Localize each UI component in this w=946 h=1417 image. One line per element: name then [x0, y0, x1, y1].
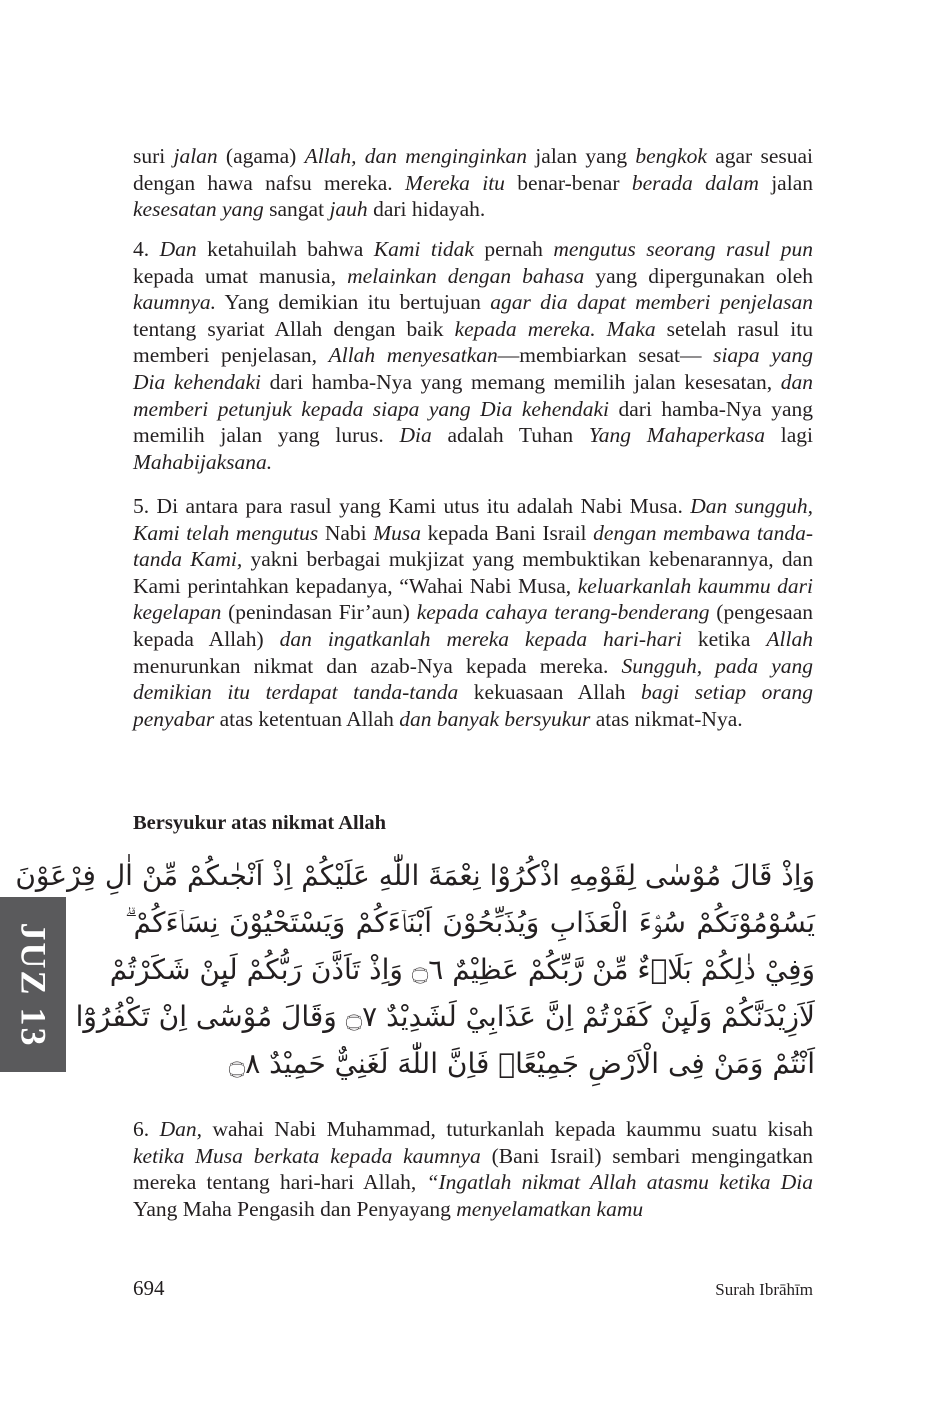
italic-run: Dan sungguh, Kami telah mengutus: [133, 494, 813, 545]
text-run: atas nikmat-Nya.: [590, 706, 743, 731]
paragraph-text: [133, 493, 813, 732]
text-run: Yang Maha Pengasih dan Penyayang: [133, 1196, 457, 1221]
italic-run: Yang Mahaperkasa: [588, 423, 766, 448]
italic-run: ketika Musa berkata kepada kaumnya: [133, 1143, 481, 1168]
text-run: dari hamba-Nya yang memilih jalan yang lurus.: [133, 396, 813, 448]
text-run: Yang demikian itu bertujuan: [216, 290, 491, 315]
italic-run: siapa yang Dia kehendaki: [133, 343, 813, 394]
text-run: 4.: [133, 237, 160, 261]
italic-run: kepada cahaya terang-benderang: [416, 600, 710, 625]
arabic-line: وَفِيْ ذٰلِكُمْ بَلَاۤءٌ مِّنْ رَّبِّكُمْ عَظِيْمٌ ۝٦ وَاِذْ تَاَذَّنَ رَبُّكُمْ لَىِٕنْ شَكَرْتُمْ: [109, 953, 815, 986]
text-run: 5. Di antara para rasul yang Kami utus itu adalah Nabi Musa.: [133, 494, 691, 518]
arabic-line: وَاِذْ قَالَ مُوْسٰى لِقَوْمِهِ اذْكُرُوْا نِعْمَةَ اللّٰهِ عَلَيْكُمْ اِذْ اَنْجٰىكُمْ مِّنْ اٰلِ فِرْعَوْنَ: [15, 859, 815, 892]
text-run: sangat: [263, 197, 330, 222]
italic-run: berada dalam: [631, 170, 759, 195]
paragraph-text: [133, 143, 813, 223]
text-run: suri: [133, 144, 174, 168]
italic-run: melainkan dengan bahasa: [347, 263, 585, 288]
text-run: jalan yang: [527, 144, 636, 168]
text-run: (agama): [217, 144, 305, 168]
text-run: dari hamba-Nya yang memang memilih jalan kesesatan,: [261, 369, 781, 394]
italic-run: bengkok: [635, 144, 707, 168]
text-run: wahai Nabi Muhammad, tuturkanlah kepada kaummu suatu kisah: [202, 1117, 814, 1141]
text-run: (pengesaan kepada Allah): [133, 600, 813, 651]
juz-label: JUZ 13: [13, 921, 54, 1048]
text-run: pernah: [473, 237, 554, 261]
text-run: yakni berbagai mukjizat yang membuktikan kebenarannya, dan Kami perintahkan kepadanya, “Wahai Nabi Musa,: [133, 547, 813, 598]
text-run: dari hidayah.: [367, 197, 486, 222]
italic-run: dan ingatkanlah mereka kepada hari-hari: [279, 626, 682, 651]
italic-run: Dan: [159, 237, 197, 261]
italic-run: Mahabijaksana.: [133, 449, 273, 474]
text-run: atas ketentuan Allah: [214, 706, 400, 731]
italic-run: jauh: [329, 197, 368, 222]
paragraph-text: [133, 1116, 813, 1222]
text-run: setelah rasul itu memberi penjelasan,: [133, 316, 813, 368]
arabic-line: يَسُوْمُوْنَكُمْ سُوْۤءَ الْعَذَابِ وَيُذَبِّحُوْنَ اَبْنَاۤءَكُمْ وَيَسْتَحْيُوْنَ نِسَاۤءَكُمْ ۗ: [125, 906, 815, 939]
italic-run: Sungguh, pada yang demikian itu terdapat tanda-tanda: [133, 653, 813, 705]
text-run: kepada Bani Israil: [421, 520, 594, 545]
italic-run: mengutus seorang rasul pun: [553, 237, 813, 261]
italic-run: dan banyak bersyukur: [399, 706, 591, 731]
section-heading: Bersyukur atas nikmat Allah: [133, 812, 387, 834]
italic-run: Dia: [399, 423, 432, 448]
italic-run: kaumnya.: [133, 290, 216, 315]
paragraph-verse-6: [133, 1116, 813, 1222]
text-run: tentang syariat Allah dengan baik: [133, 316, 455, 341]
italic-run: keluarkanlah kaummu dari kegelapan: [133, 573, 813, 625]
text-run: lagi: [765, 423, 813, 448]
text-run: kepada umat manusia,: [133, 263, 348, 288]
surah-name: Surah Ibrāhīm: [715, 1280, 813, 1299]
italic-run: dan memberi petunjuk kepada siapa yang Dia kehendaki: [133, 369, 814, 421]
paragraph-text: [133, 236, 813, 475]
text-run: 6.: [133, 1117, 160, 1141]
italic-run: Kami tidak: [373, 237, 474, 261]
italic-run: “Ingatlah nikmat Allah atasmu ketika Dia: [426, 1170, 814, 1195]
italic-run: dengan membawa tanda-tanda Kami,: [133, 520, 813, 572]
italic-run: jalan: [173, 144, 218, 168]
paragraph-verse-5: [133, 493, 813, 732]
text-run: (Bani Israil) sembari mengingatkan mereka tentang hari-hari Allah,: [133, 1143, 813, 1195]
text-run: agar sesuai dengan hawa nafsu mereka.: [133, 144, 813, 195]
italic-run: kesesatan yang: [133, 197, 264, 222]
text-run: (penindasan Fir’aun): [221, 600, 417, 625]
text-run: Nabi: [318, 520, 374, 545]
italic-run: Mereka itu: [405, 170, 505, 195]
arabic-line: لَاَزِيْدَنَّكُمْ وَلَىِٕنْ كَفَرْتُمْ اِنَّ عَذَابِيْ لَشَدِيْدٌ ۝٧ وَقَالَ مُوْسٰٓى اِنْ تَكْفُرُوْٓا: [75, 1000, 815, 1033]
paragraph-verse-4: [133, 236, 813, 475]
page-number: 694: [133, 1276, 165, 1300]
text-run: yang dipergunakan oleh: [584, 263, 813, 288]
text-run: menurunkan nikmat dan azab-Nya kepada mereka.: [133, 653, 622, 678]
juz-tab: [0, 897, 66, 1072]
arabic-line: اَنْتُمْ وَمَنْ فِى الْاَرْضِ جَمِيْعًاۙ فَاِنَّ اللّٰهَ لَغَنِيٌّ حَمِيْدٌ ۝٨: [228, 1047, 815, 1080]
italic-run: Allah menyesatkan: [328, 343, 498, 368]
text-run: jalan: [758, 170, 813, 195]
text-run: benar-benar: [504, 170, 632, 195]
italic-run: kepada mereka. Maka: [454, 316, 656, 341]
italic-run: Allah, dan menginginkan: [304, 144, 528, 168]
italic-run: Musa: [373, 520, 422, 545]
italic-run: Allah: [766, 626, 813, 651]
text-run: ketahuilah bahwa: [196, 237, 374, 261]
text-run: —membiarkan sesat—: [497, 343, 714, 368]
italic-run: bagi setiap orang penyabar: [133, 680, 813, 731]
text-run: adalah Tuhan: [431, 423, 589, 448]
italic-run: Dan,: [159, 1117, 203, 1141]
text-run: kekuasaan Allah: [458, 680, 641, 705]
paragraph-verse-3-continued: [133, 143, 813, 223]
italic-run: menyelamatkan kamu: [456, 1196, 644, 1221]
text-run: ketika: [681, 626, 767, 651]
italic-run: agar dia dapat memberi penjelasan: [490, 290, 813, 315]
